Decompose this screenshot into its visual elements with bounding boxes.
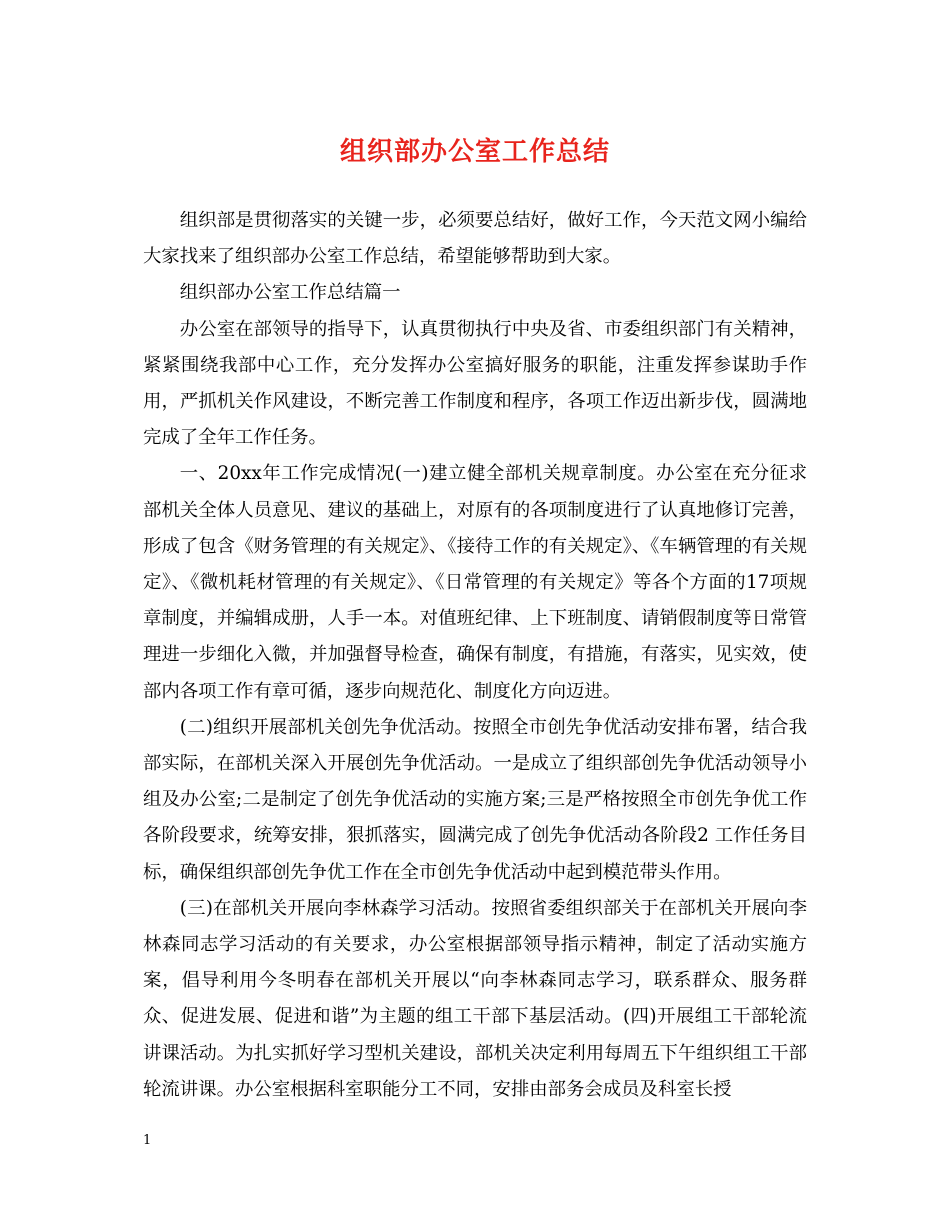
paragraph-intro: 组织部是贯彻落实的关键一步，必须要总结好，做好工作，今天范文网小编给大家找来了组织部办公室工作总结，希望能够帮助到大家。 [143, 210, 807, 268]
paragraph-excellence-activity: (二)组织开展部机关创先争优活动。按照全市创先争优活动安排布署，结合我部实际，在部机关深入开展创先争优活动。一是成立了组织部创先争优活动领导小组及办公室;二是制定了创先争优活动的实施方案;三是严格按照全市创先争优工作各阶段要求，统筹安排，狠抓落实，圆满完成了创先争优活动各阶段2 工作任务目标，确保组织部创先争优工作在全市创先争优活动中起到模范带头作用。 [143, 716, 807, 883]
paragraph-section-heading: 组织部办公室工作总结篇一 [179, 282, 401, 304]
document-title: 组织部办公室工作总结 [339, 137, 610, 167]
document-body [143, 203, 807, 1108]
paragraph-office-overview: 办公室在部领导的指导下，认真贯彻执行中央及省、市委组织部门有关精神，紧紧围绕我部中心工作，充分发挥办公室搞好服务的职能，注重发挥参谋助手作用，严抓机关作风建设，不断完善工作制度和程序，各项工作迈出新步伐，圆满地完成了全年工作任务。 [143, 318, 807, 449]
page-number: 1 [143, 1133, 152, 1148]
paragraph-rules-system: 一、20xx年工作完成情况(一)建立健全部机关规章制度。办公室在充分征求部机关全体人员意见、建议的基础上，对原有的各项制度进行了认真地修订完善，形成了包含《财务管理的有关规定》、《接待工作的有关规定》、《车辆管理的有关规定》、《微机耗材管理的有关规定》、《日常管理的有关规定》等各个方面的17项规章制度，并编辑成册，人手一本。对值班纪律、上下班制度、请销假制度等日常管理进一步细化入微，并加强督导检查，确保有制度，有措施，有落实，见实效，使部内各项工作有章可循，逐步向规范化、制度化方向迈进。 [143, 463, 807, 702]
paragraph-learning-activity: (三)在部机关开展向李林森学习活动。按照省委组织部关于在部机关开展向李林森同志学习活动的有关要求，办公室根据部领导指示精神，制定了活动实施方案，倡导利用今冬明春在部机关开展以“向李林森同志学习，联系群众、服务群众、促进发展、促进和谐”为主题的组工干部下基层活动。(四)开展组工干部轮流讲课活动。为扎实抓好学习型机关建设，部机关决定利用每周五下午组织组工干部轮流讲课。办公室根据科室职能分工不同，安排由部务会成员及科室长授 [143, 897, 807, 1100]
